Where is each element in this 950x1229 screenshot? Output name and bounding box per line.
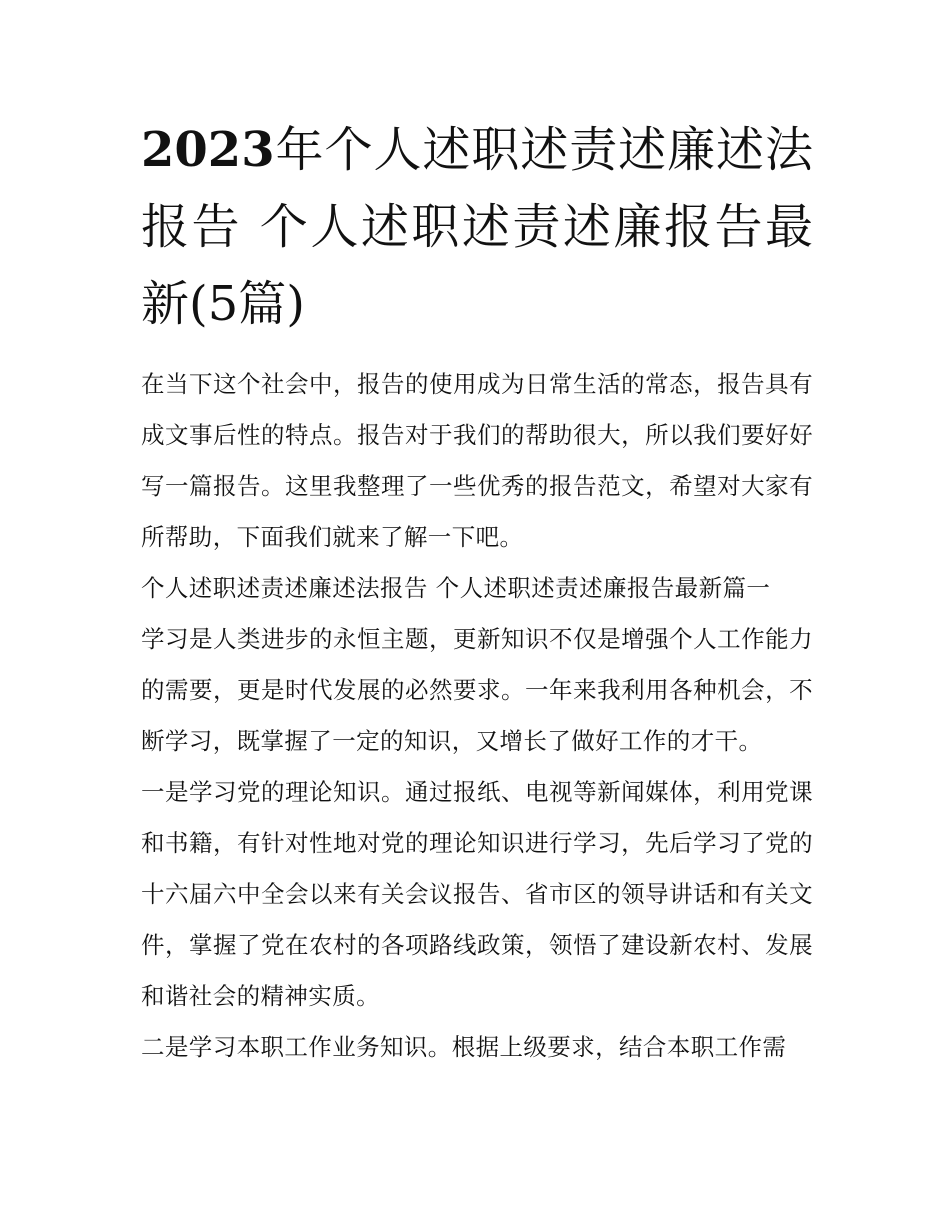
title-text: 年个人述职述责述廉述法报告 个人述职述责述廉报告最新(5篇) — [141, 122, 813, 332]
title-year: 2023 — [141, 122, 275, 178]
paragraph-section-heading: 个人述职述责述廉述法报告 个人述职述责述廉报告最新篇一 — [141, 574, 771, 602]
document-content — [141, 112, 813, 1073]
paragraph-learning: 学习是人类进步的永恒主题，更新知识不仅是增强个人工作能力的需要，更是时代发展的必然要求。一年来我利用各种机会，不断学习，既掌握了一定的知识，又增长了做好工作的才干。 — [141, 625, 813, 755]
paragraph-job-knowledge: 二是学习本职工作业务知识。根据上级要求，结合本职工作需 — [141, 1033, 787, 1061]
document-body — [141, 359, 813, 1073]
paragraph-party-theory: 一是学习党的理论知识。通过报纸、电视等新闻媒体，利用党课和书籍，有针对性地对党的理论知识进行学习，先后学习了党的十六届六中全会以来有关会议报告、省市区的领导讲话和有关文件，掌握了党在农村的各项路线政策，领悟了建设新农村、发展和谐社会的精神实质。 — [141, 778, 813, 1010]
document-title — [141, 112, 813, 343]
paragraph-intro: 在当下这个社会中，报告的使用成为日常生活的常态，报告具有成文事后性的特点。报告对于我们的帮助很大，所以我们要好好写一篇报告。这里我整理了一些优秀的报告范文，希望对大家有所帮助，下面我们就来了解一下吧。 — [141, 370, 813, 551]
